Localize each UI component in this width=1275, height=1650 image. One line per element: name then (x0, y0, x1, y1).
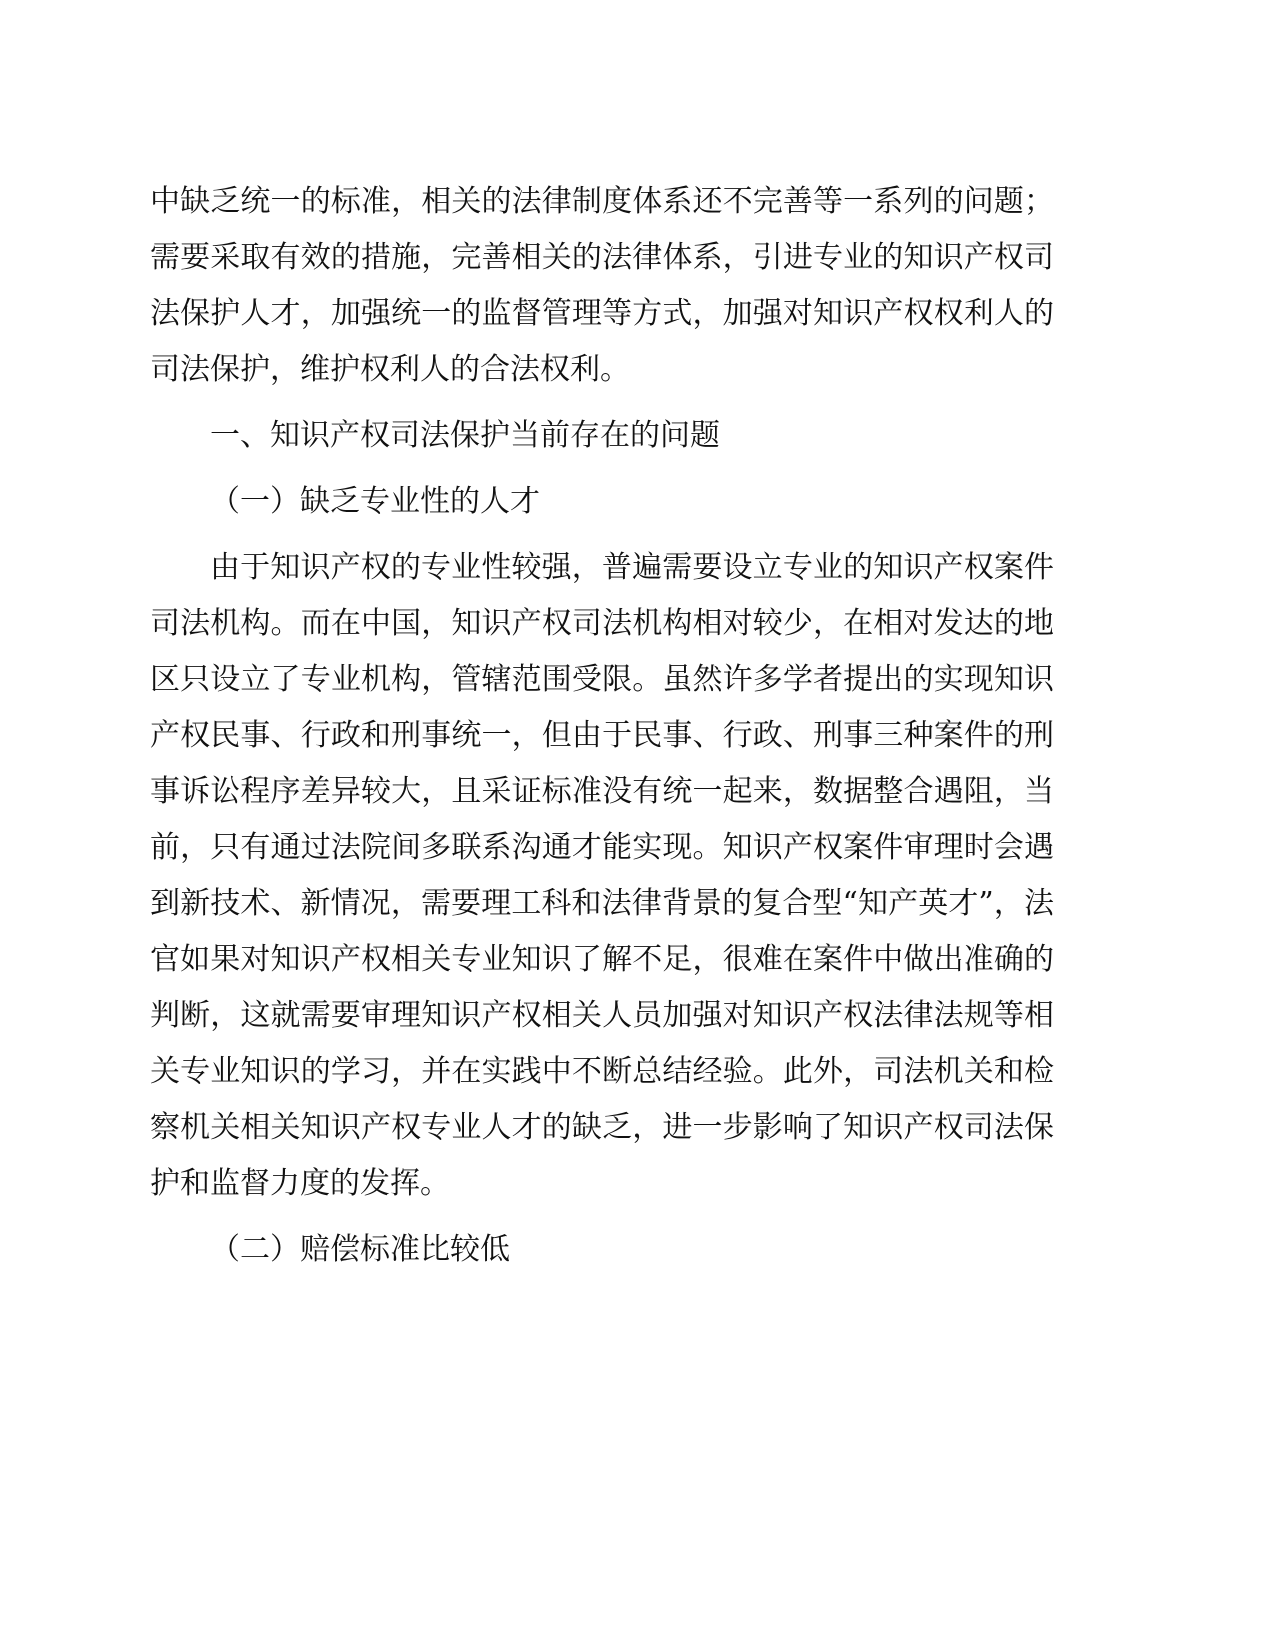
spacer (150, 398, 1054, 408)
body-paragraph: 由于知识产权的专业性较强，普遍需要设立专业的知识产权案件司法机构。而在中国，知识产权司法机构相对较少，在相对发达的地区只设立了专业机构，管辖范围受限。虽然许多学者提出的实现知识产权民事、行政和刑事统一，但由于民事、行政、刑事三种案件的刑事诉讼程序差异较大，且采证标准没有统一起来，数据整合遇阻，当前，只有通过法院间多联系沟通才能实现。知识产权案件审理时会遇到新技术、新情况，需要理工科和法律背景的复合型“知产英才”，法官如果对知识产权相关专业知识了解不足，很难在案件中做出准确的判断，这就需要审理知识产权相关人员加强对知识产权法律法规等相关专业知识的学习，并在实践中不断总结经验。此外，司法机关和检察机关相关知识产权专业人才的缺乏，进一步影响了知识产权司法保护和监督力度的发挥。 (150, 550, 1054, 1201)
continuation-paragraph: 中缺乏统一的标准，相关的法律制度体系还不完善等一系列的问题；需要采取有效的措施，完善相关的法律体系，引进专业的知识产权司法保护人才，加强统一的监督管理等方式，加强对知识产权权利人的司法保护，维护权利人的合法权利。 (150, 184, 1054, 387)
spacer (150, 1212, 1054, 1222)
spacer (150, 530, 1054, 540)
document-body (150, 174, 1054, 1278)
section-heading: 一、知识产权司法保护当前存在的问题 (210, 418, 720, 453)
subsection-heading-2: （二）赔偿标准比较低 (210, 1232, 510, 1267)
spacer (150, 464, 1054, 474)
subsection-heading-1: （一）缺乏专业性的人才 (210, 484, 540, 519)
